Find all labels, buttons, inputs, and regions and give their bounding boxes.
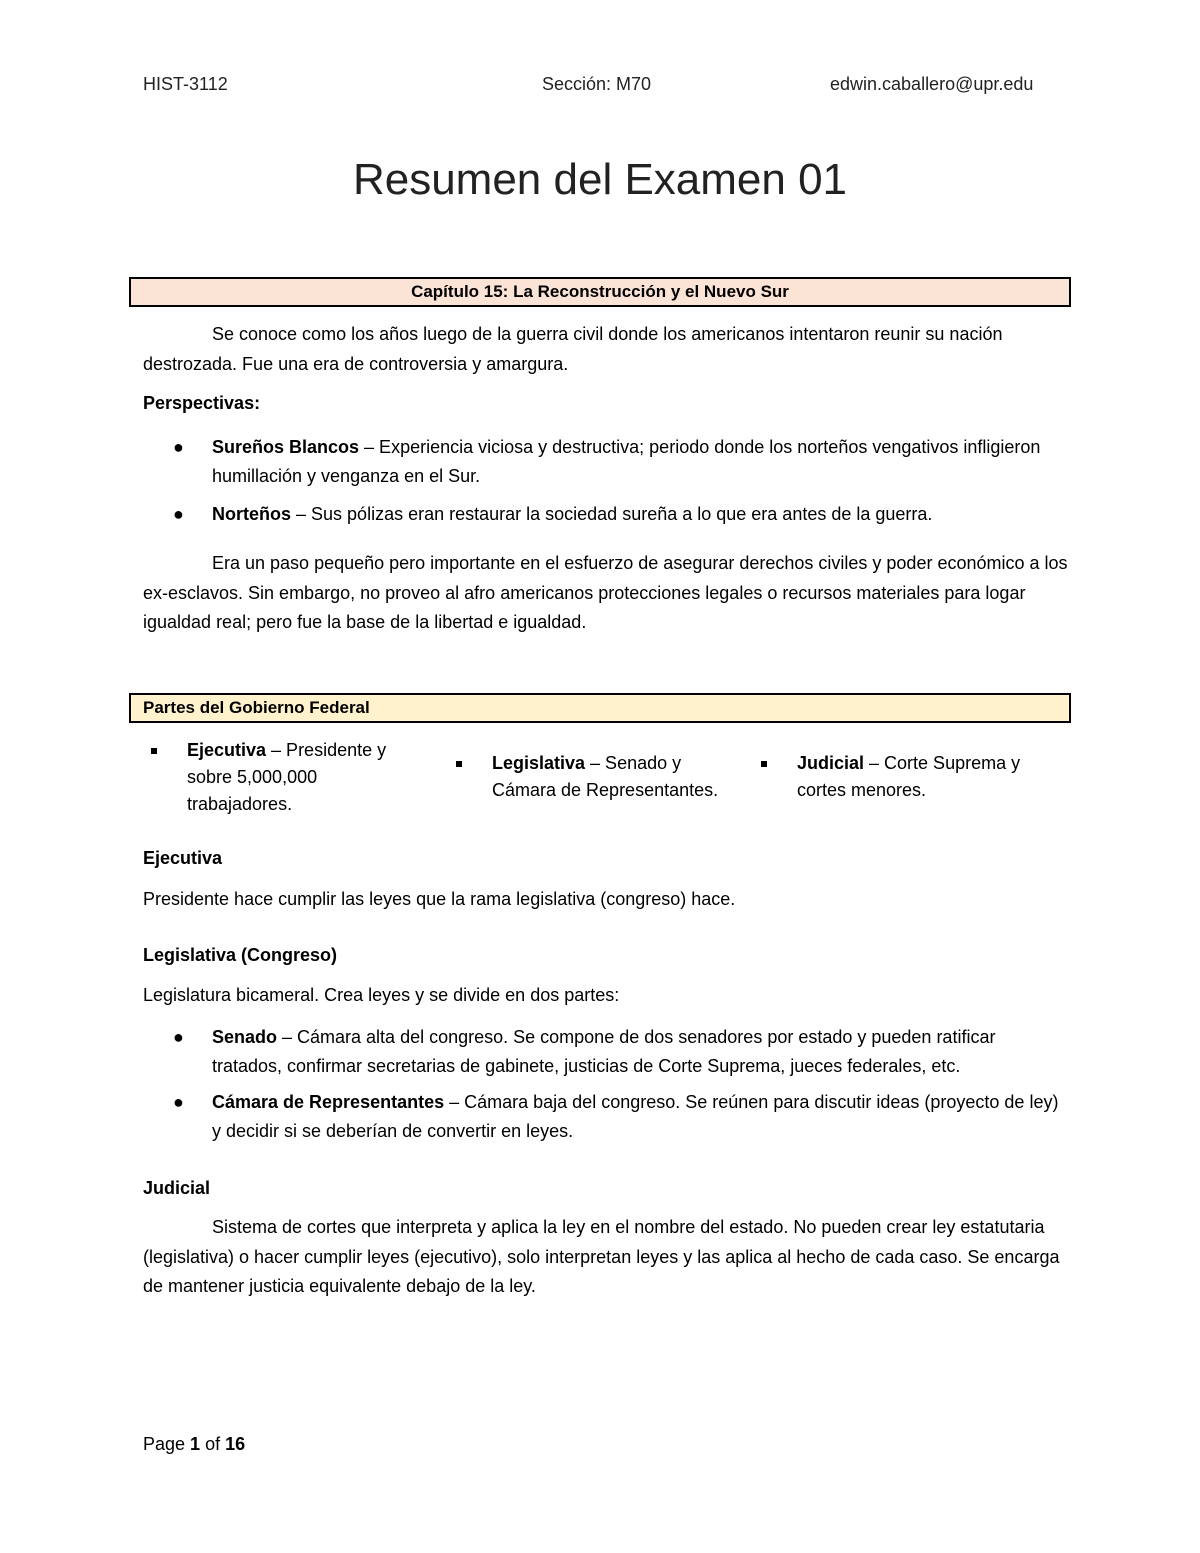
bullet-icon: ● <box>173 1027 184 1047</box>
branch-text: – Corte Suprema y cortes menores. <box>797 753 1021 800</box>
square-bullet-icon <box>456 761 462 767</box>
chapter-15-heading: Capítulo 15: La Reconstrucción y el Nuevo Sur <box>129 277 1071 307</box>
list-item <box>143 433 1068 491</box>
judicial-label: Judicial <box>143 1178 211 1198</box>
branch-term: Judicial <box>797 753 865 773</box>
perspective-text: – Sus pólizas eran restaurar la sociedad sureña a lo que era antes de la guerra. <box>291 504 933 524</box>
header-email[interactable]: edwin.caballero@upr.edu <box>830 74 1034 94</box>
square-bullet-icon <box>151 748 157 754</box>
chapter-15-closing: Era un paso pequeño pero importante en el esfuerzo de asegurar derechos civiles y poder económico a los ex-esclavos. Sin embargo, no proveo al afro americanos protecciones legales o recursos materiales para logar igualdad real; pero fue la base de la libertad e igualdad. <box>143 553 1068 632</box>
judicial-text: Sistema de cortes que interpreta y aplica la ley en el nombre del estado. No pueden crear ley estatutaria (legislativa) o hacer cumplir leyes (ejecutivo), solo interpretan leyes y las aplica al hecho de cada caso. Se encarga de mantener justicia equivalente debajo de la ley. <box>143 1217 1060 1296</box>
header-course: HIST-3112 <box>143 74 228 94</box>
page-current: 1 <box>190 1434 201 1454</box>
page-total: 16 <box>225 1434 246 1454</box>
branch-text: – Presidente y sobre 5,000,000 trabajadores. <box>187 740 387 814</box>
branch-text: – Senado y Cámara de Representantes. <box>492 753 719 800</box>
page-number <box>143 1432 245 1456</box>
branch-term: Ejecutiva <box>187 740 267 760</box>
executive-text: Presidente hace cumplir las leyes que la rama legislativa (congreso) hace. <box>143 889 736 909</box>
legislative-part-text: – Cámara baja del congreso. Se reúnen para discutir ideas (proyecto de ley) y decidir si se deberían de convertir en leyes. <box>212 1092 1059 1141</box>
list-item <box>143 500 1068 529</box>
bullet-icon: ● <box>173 504 184 524</box>
perspectives-label: Perspectivas: <box>143 393 261 413</box>
branch-term: Legislativa <box>492 753 586 773</box>
executive-label: Ejecutiva <box>143 848 223 868</box>
list-item <box>143 1023 1068 1081</box>
bullet-icon: ● <box>173 437 184 457</box>
page-word: Page <box>143 1434 191 1454</box>
legislative-label: Legislativa (Congreso) <box>143 945 338 965</box>
of-word: of <box>200 1434 226 1454</box>
legislative-part-term: Senado <box>212 1027 278 1047</box>
perspective-text: – Experiencia viciosa y destructiva; periodo donde los norteños vengativos infligieron humillación y venganza en el Sur. <box>212 437 1041 486</box>
branch-column-judicial <box>761 750 1061 804</box>
perspective-term: Sureños Blancos <box>212 437 360 457</box>
header-section: Sección: M70 <box>542 74 652 94</box>
document-title: Resumen del Examen 01 <box>352 155 848 204</box>
list-item <box>143 1088 1068 1146</box>
bullet-icon: ● <box>173 1092 184 1112</box>
legislative-part-text: – Cámara alta del congreso. Se compone de dos senadores por estado y pueden ratificar tratados, confirmar secretarias de gabinete, justicias de Corte Suprema, jueces federales, etc. <box>212 1027 996 1076</box>
square-bullet-icon <box>761 761 767 767</box>
branch-column-executive <box>151 737 421 818</box>
chapter-15-intro: Se conoce como los años luego de la guerra civil donde los americanos intentaron reunir su nación destrozada. Fue una era de controversia y amargura. <box>143 324 1003 374</box>
legislative-part-term: Cámara de Representantes <box>212 1092 445 1112</box>
government-heading: Partes del Gobierno Federal <box>129 693 1071 723</box>
branch-column-legislative <box>456 750 746 804</box>
legislative-text: Legislatura bicameral. Crea leyes y se divide en dos partes: <box>143 985 620 1005</box>
perspective-term: Norteños <box>212 504 292 524</box>
